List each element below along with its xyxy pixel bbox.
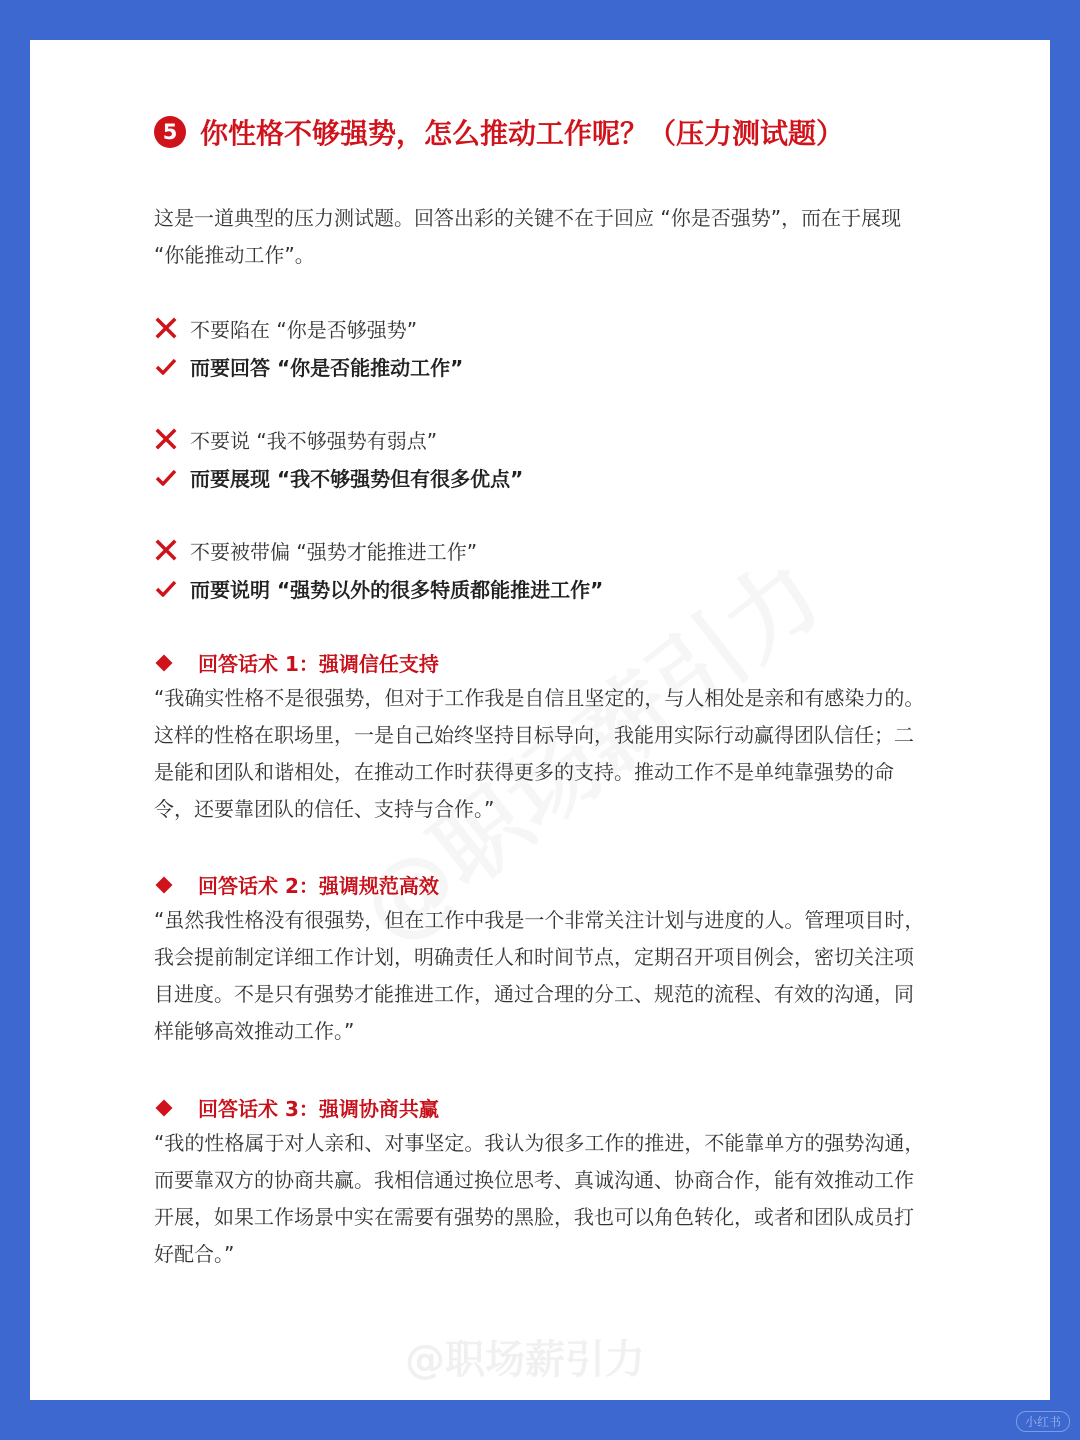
do-item-2: 而要展现 “我不够强势但有很多优点”	[154, 458, 523, 496]
check-icon	[154, 465, 178, 489]
diamond-bullet-icon	[156, 1099, 173, 1116]
answer-text-3: “我的性格属于对人亲和、对事坚定。我认为很多工作的推进，不能靠单方的强势沟通，而要靠双方的协商共赢。我相信通过换位思考、真诚沟通、协商合作，能有效推动工作开展，如果工作场景中实在需要有强势的黑脸，我也可以角色转化，或者和团队成员打好配合。”	[154, 1131, 925, 1266]
answer-heading-1: 回答话术 1：强调信任支持	[154, 648, 439, 677]
answer-text-2: “虽然我性格没有很强势，但在工作中我是一个非常关注计划与进度的人。管理项目时，我会提前制定详细工作计划，明确责任人和时间节点，定期召开项目例会，密切关注项目进度。不是只有强势才能推进工作，通过合理的分工、规范的流程、有效的沟通，同样能够高效推动工作。”	[154, 908, 925, 1043]
page-title	[154, 112, 844, 152]
answer-heading-3: 回答话术 3：强调协商共赢	[154, 1093, 439, 1122]
number-badge: 5	[154, 116, 186, 148]
dont-item-2: 不要说 “我不够强势有弱点”	[154, 420, 437, 458]
cross-icon	[154, 538, 178, 562]
answer-text-1: “我确实性格不是很强势，但对于工作我是自信且坚定的，与人相处是亲和有感染力的。这样的性格在职场里，一是自己始终坚持目标导向，我能用实际行动赢得团队信任；二是能和团队和谐相处，在推动工作时获得更多的支持。推动工作不是单纯靠强势的命令，还要靠团队的信任、支持与合作。”	[154, 686, 925, 821]
title-text: 你性格不够强势，怎么推动工作呢？（压力测试题）	[200, 117, 845, 150]
diamond-bullet-icon	[156, 654, 173, 671]
cross-icon	[154, 316, 178, 340]
check-icon	[154, 354, 178, 378]
do-item-3: 而要说明 “强势以外的很多特质都能推进工作”	[154, 569, 603, 607]
dont-item-1: 不要陷在 “你是否够强势”	[154, 309, 417, 347]
diamond-bullet-icon	[156, 876, 173, 893]
content-card	[30, 40, 1050, 1400]
platform-badge: 小红书	[1016, 1411, 1070, 1432]
answer-heading-2: 回答话术 2：强调规范高效	[154, 870, 439, 899]
cross-icon	[154, 427, 178, 451]
intro-paragraph: 这是一道典型的压力测试题。回答出彩的关键不在于回应 “你是否强势”，而在于展现 “你能推动工作”。	[154, 206, 902, 267]
check-icon	[154, 576, 178, 600]
bottom-watermark: @职场薪引力	[405, 1337, 645, 1383]
dont-item-3: 不要被带偏 “强势才能推进工作”	[154, 531, 477, 569]
do-item-1: 而要回答 “你是否能推动工作”	[154, 347, 463, 385]
